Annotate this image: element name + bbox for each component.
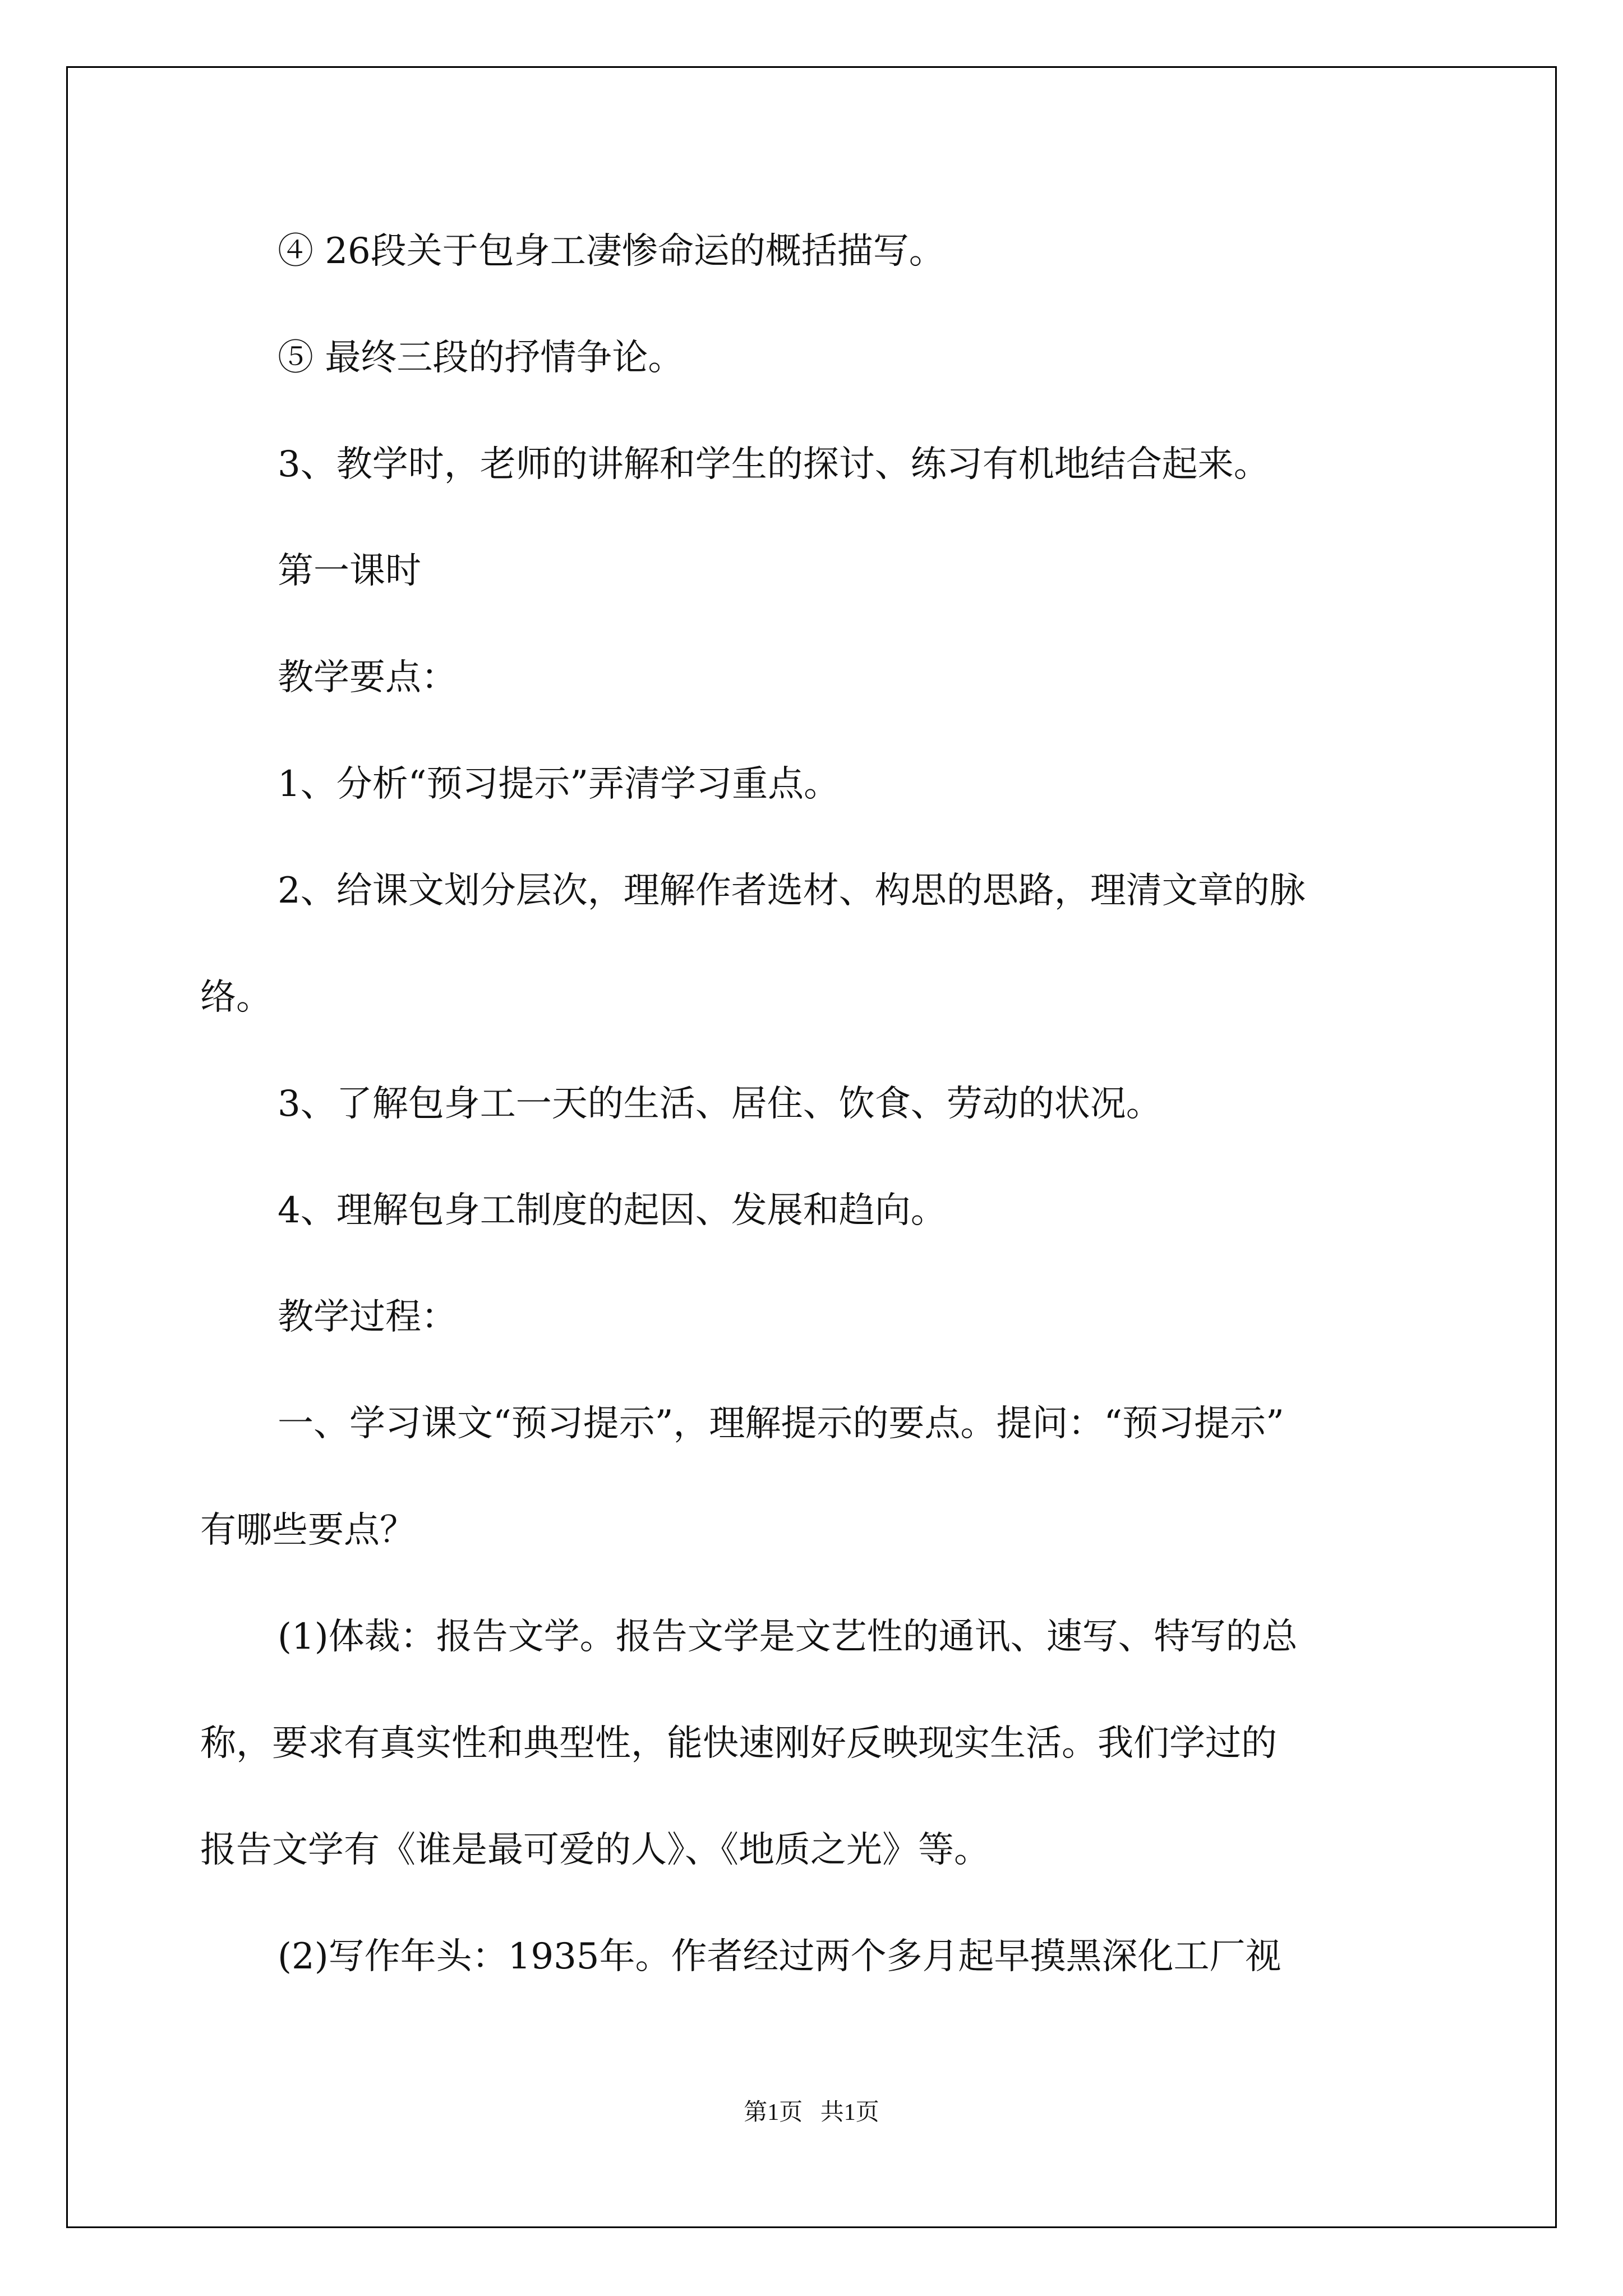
page-border bbox=[66, 66, 1557, 2228]
text-line: ⑤ 最终三段的抒情争论。 bbox=[278, 337, 684, 379]
text-line: 3、教学时，老师的讲解和学生的探讨、练习有机地结合起来。 bbox=[278, 444, 1270, 485]
text-line: ④ 26段关于包身工凄惨命运的概括描写。 bbox=[278, 231, 945, 272]
text-line: (1)体裁：报告文学。报告文学是文艺性的通讯、速写、特写的总 bbox=[278, 1616, 1298, 1658]
text-line: 报告文学有《谁是最可爱的人》、《地质之光》等。 bbox=[200, 1829, 990, 1871]
text-line: 1、分析“预习提示”弄清学习重点。 bbox=[278, 763, 840, 805]
subheading: 教学过程： bbox=[278, 1296, 457, 1338]
text-line: 有哪些要点？ bbox=[200, 1510, 416, 1551]
text-line: 称，要求有真实性和典型性，能快速刚好反映现实生活。我们学过的 bbox=[200, 1723, 1277, 1764]
text-line: 2、给课文划分层次，理解作者选材、构思的思路，理清文章的脉 bbox=[278, 870, 1306, 912]
text-line: (2)写作年头：1935年。作者经过两个多月起早摸黑深化工厂视 bbox=[278, 1936, 1281, 1977]
page-footer: 第1页 共1页 bbox=[744, 2100, 879, 2125]
text-line: 络。 bbox=[200, 977, 272, 1018]
subheading: 教学要点： bbox=[278, 657, 457, 698]
text-line: 一、学习课文“预习提示”，理解提示的要点。提问：“预习提示” bbox=[278, 1403, 1284, 1444]
text-line: 4、理解包身工制度的起因、发展和趋向。 bbox=[278, 1190, 947, 1231]
section-heading: 第一课时 bbox=[278, 550, 421, 592]
text-line: 3、了解包身工一天的生活、居住、饮食、劳动的状况。 bbox=[278, 1083, 1162, 1125]
